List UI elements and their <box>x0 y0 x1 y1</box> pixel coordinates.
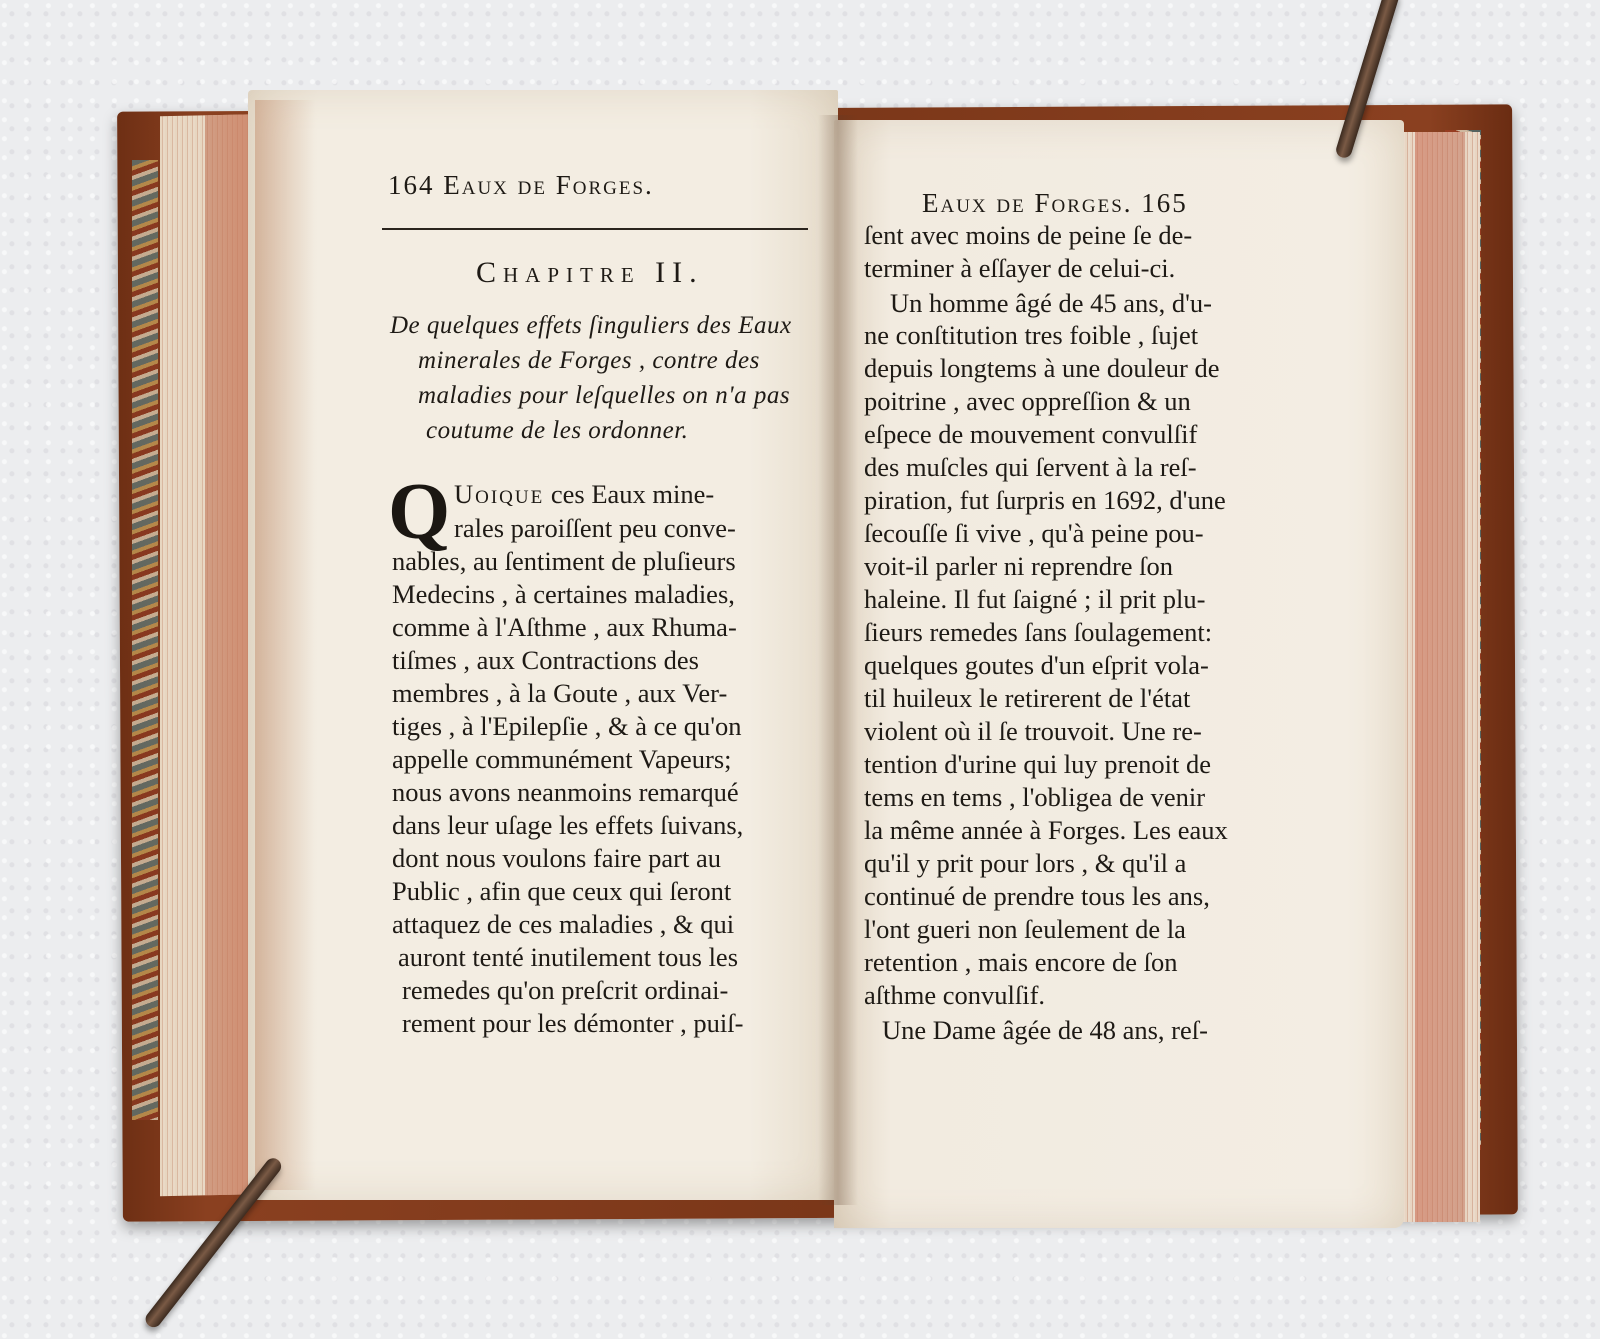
text-line: appelle communément Vapeurs; <box>392 744 732 774</box>
text-line: dans leur uſage les effets ſuivans, <box>392 810 744 840</box>
text-line: violent où il ſe trouvoit. Une re- <box>864 716 1202 746</box>
text-line: attaquez de ces maladies , & qui <box>392 909 735 939</box>
text-line: tems en tems , l'obligea de venir <box>864 782 1206 812</box>
text-line: Medecins , à certaines maladies, <box>392 579 735 609</box>
chapter-subtitle-line: coutume de les ordonner. <box>426 417 689 444</box>
chapter-title: Chapitre II. <box>476 256 704 289</box>
text-line: comme à l'Aſthme , aux Rhuma- <box>392 612 737 642</box>
text-line: Public , afin que ceux qui ſeront <box>392 876 732 906</box>
chapter-subtitle-line: De quelques effets ſinguliers des Eaux <box>390 312 792 339</box>
text-line: nous avons neanmoins remarqué <box>392 777 739 807</box>
text-line: continué de prendre tous les ans, <box>864 881 1210 911</box>
text-line: terminer à eſſayer de celui-ci. <box>864 253 1176 283</box>
text-line: nables, au ſentiment de pluſieurs <box>392 546 736 576</box>
text-line: membres , à la Goute , aux Ver- <box>392 678 728 708</box>
text-line: til huileux le retirerent de l'état <box>864 683 1191 713</box>
left-running-header: 164 Eaux de Forges. <box>388 170 654 200</box>
text-line: poitrine , avec oppreſſion & un <box>864 386 1191 416</box>
text-line: la même année à Forges. Les eaux <box>864 815 1228 845</box>
drop-cap: Q <box>388 468 451 556</box>
page-stain <box>255 100 315 1190</box>
text-line: voit-il parler ni reprendre ſon <box>864 551 1174 581</box>
book-gutter <box>818 115 858 1205</box>
text-line: tention d'urine qui luy prenoit de <box>864 749 1211 779</box>
header-rule <box>382 228 808 230</box>
chapter-subtitle-line: maladies pour leſquelles on n'a pas <box>418 382 791 409</box>
text-line: quelques goutes d'un eſprit vola- <box>864 650 1209 680</box>
text-line: remedes qu'on preſcrit ordinai- <box>402 975 729 1005</box>
text-line: tiſmes , aux Contractions des <box>392 645 699 675</box>
text-line: dont nous voulons faire part au <box>392 843 721 873</box>
text-line: eſpece de mouvement convulſif <box>864 419 1198 449</box>
text-line: haleine. Il fut ſaigné ; il prit plu- <box>864 584 1206 614</box>
text-line: retention , mais encore de ſon <box>864 947 1178 977</box>
first-line-rest: ces Eaux mine- <box>550 479 715 509</box>
text-line: ne conſtitution tres foible , ſujet <box>864 320 1199 350</box>
first-text-line <box>454 479 714 510</box>
text-line: depuis longtems à une douleur de <box>864 353 1220 383</box>
text-line: des muſcles qui ſervent à la reſ- <box>864 452 1197 482</box>
text-line: Un homme âgé de 45 ans, d'u- <box>890 288 1212 318</box>
text-line: auront tenté inutilement tous les <box>398 942 739 972</box>
text-line: rales paroiſſent peu conve- <box>454 513 736 543</box>
text-line: ſent avec moins de peine ſe de- <box>864 220 1193 250</box>
text-line: aſthme convulſif. <box>864 980 1046 1010</box>
chapter-subtitle-line: minerales de Forges , contre des <box>418 347 760 374</box>
text-line: l'ont gueri non ſeulement de la <box>864 914 1186 944</box>
marbled-endpaper-left <box>132 160 158 1120</box>
text-line: ſecouſſe ſi vive , qu'à peine pou- <box>864 518 1204 548</box>
text-line: tiges , à l'Epilepſie , & à ce qu'on <box>392 711 742 741</box>
text-line: qu'il y prit pour lors , & qu'il a <box>864 848 1187 878</box>
text-line: rement pour les démonter , puiſ- <box>402 1008 744 1038</box>
right-running-header: Eaux de Forges. 165 <box>922 188 1188 218</box>
text-line: ſieurs remedes ſans ſoulagement: <box>864 617 1213 647</box>
text-line: piration, fut ſurpris en 1692, d'une <box>864 485 1226 515</box>
text-line: Une Dame âgée de 48 ans, reſ- <box>882 1015 1208 1045</box>
first-word: Uoique <box>454 479 545 509</box>
